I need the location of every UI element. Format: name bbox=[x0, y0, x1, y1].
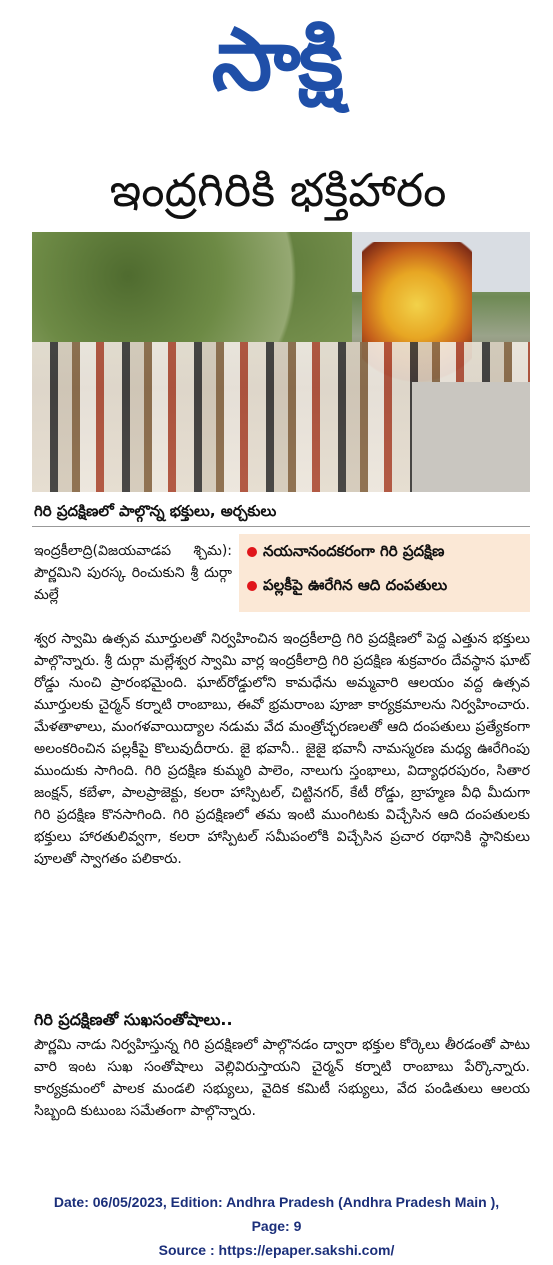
article-body: శ్వర స్వామి ఉత్సవ మూర్తులతో నిర్వహించిన ఇంద్రకీలాద్రి గిరి ప్రదక్షిణలో పెద్ద ఎత్తున భక్తులు పాల్గొన్నారు. శ్రీ దుర్గా మల్లేశ్వర స్వామి వార్ల ఇంద్రకీలాద్రి గిరి ప్రదక్షిణ శుక్రవారం దేవస్థాన ఘాట్ రోడ్డు నుంచి ప్రారంభమైంది. ఘాట్‌రోడ్డులోని కామధేను అమ్మవారి ఆలయం వద్ద ఉత్సవ మూర్తులకు చైర్మన్ కర్నాటి రాంబాబు, ఈవో భ్రమరాంబ పూజా కార్యక్రమాలను నిర్వహించారు. మేళతాళాలు, మంగళవాయిద్యాల నడుమ వేద మంత్రోచ్ఛరణలతో ఆది దంపతులు ప్రత్యేకంగా అలంకరించిన పల్లకీపై కొలువుదీరారు. జై భవానీ.. జైజై భవానీ నామస్మరణ మధ్య ఊరేగింపు ముందుకు సాగింది. గిరి ప్రదక్షిణ కుమ్మరి పాలెం, నాలుగు స్తంభాలు, విద్యాధరపురం, సితార జంక్షన్, కబేళా, పాలప్రాజెక్టు, కలరా హాస్పిటల్, చిట్టినగర్, కేటీ రోడ్డు, బ్రాహ్మణ వీధి మీదుగా గిరి ప్రదక్షిణ కొనసాగింది. గిరి ప్రదక్షిణలో తమ ఇంటి ముంగిటకు విచ్చేసిన ఆది దంపతులకు భక్తులు హారతులివ్వగా, కలరా హాస్పిటల్ సమీపంలోకి విచ్చేసిన ప్రచార రథానికి స్థానికులు పూలతో స్వాగతం పలికారు. bbox=[34, 631, 530, 867]
footer-page: Page: 9 bbox=[251, 1218, 302, 1234]
sakshi-logo: సాక్షి bbox=[211, 10, 342, 110]
photo-caption: గిరి ప్రదక్షిణలో పాల్గొన్న భక్తులు, అర్చకులు bbox=[34, 502, 277, 520]
highlight-text: పల్లకీపై ఊరేగిన ఆది దంపతులు bbox=[263, 576, 448, 594]
highlights-box bbox=[239, 534, 530, 612]
article-headline: ఇంద్రగిరికి భక్తిహారం bbox=[109, 163, 447, 217]
red-bullet-icon bbox=[247, 547, 257, 557]
red-bullet-icon bbox=[247, 581, 257, 591]
edition-footer bbox=[0, 1190, 553, 1262]
caption-divider bbox=[32, 526, 530, 527]
photo-trees bbox=[32, 232, 352, 342]
footer-date-edition: Date: 06/05/2023, Edition: Andhra Pradesh (Andhra Pradesh Main ), bbox=[53, 1194, 500, 1210]
footer-source-link[interactable]: Source : https://epaper.sakshi.com/ bbox=[158, 1242, 395, 1258]
highlight-text: నయనానందకరంగా గిరి ప్రదక్షిణ bbox=[263, 542, 445, 560]
article-body-tail: పౌర్ణమి నాడు నిర్వహిస్తున్న గిరి ప్రదక్షిణలో పాల్గొనడం ద్వారా భక్తుల కోర్కెలు తీరడంతో పాటు వారి ఇంట సుఖ సంతోషాలు వెల్లివిరుస్తాయని చైర్మన్ కర్నాటి రాంబాబు పేర్కొన్నారు. కార్యక్రమంలో పాలక మండలి సభ్యులు, వైదిక కమిటీ సభ్యులు, వేద పండితులు ఆలయ సిబ్బంది కుటుంబ సమేతంగా పాల్గొన్నారు. bbox=[34, 1037, 530, 1119]
highlight-item bbox=[247, 574, 527, 596]
article-subheading: గిరి ప్రదక్షిణతో సుఖసంతోషాలు.. bbox=[34, 1010, 233, 1029]
masthead bbox=[0, 0, 553, 150]
highlight-item bbox=[247, 540, 527, 562]
article-photo bbox=[32, 232, 530, 492]
article-intro: ఇంద్రకీలాద్రి(విజయవాడప శ్చిమ): పౌర్ణమిని పురస్క రించుకుని శ్రీ దుర్గా మల్లే bbox=[34, 543, 232, 603]
photo-road bbox=[412, 382, 530, 492]
